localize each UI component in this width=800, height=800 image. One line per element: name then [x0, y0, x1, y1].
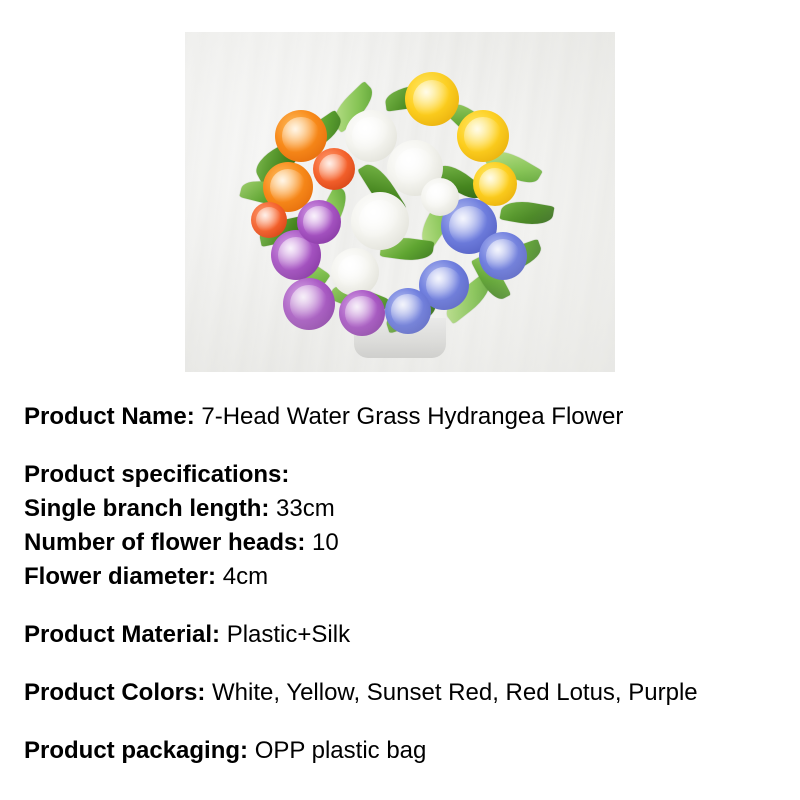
head-count-value: 10 — [312, 529, 339, 556]
detail-packaging — [24, 734, 784, 768]
product-details — [24, 400, 784, 768]
flower-diameter-value: 4cm — [222, 563, 269, 590]
detail-head-count — [24, 526, 784, 560]
material-value: Plastic+Silk — [226, 621, 351, 648]
colors-label: Product Colors: — [24, 679, 206, 706]
colors-value: White, Yellow, Sunset Red, Red Lotus, Purple — [212, 679, 698, 706]
detail-material — [24, 618, 784, 652]
packaging-label: Product packaging: — [24, 737, 249, 764]
specifications-heading: Product specifications: — [24, 461, 290, 488]
product-image — [185, 32, 615, 372]
detail-flower-diameter — [24, 560, 784, 594]
packaging-value: OPP plastic bag — [254, 737, 427, 764]
photo-vignette — [185, 32, 615, 372]
head-count-label: Number of flower heads: — [24, 529, 306, 556]
detail-colors — [24, 676, 784, 710]
material-label: Product Material: — [24, 621, 221, 648]
product-name-value: 7-Head Water Grass Hydrangea Flower — [201, 403, 624, 430]
branch-length-label: Single branch length: — [24, 495, 270, 522]
detail-branch-length — [24, 492, 784, 526]
branch-length-value: 33cm — [276, 495, 335, 522]
product-name-label: Product Name: — [24, 403, 195, 430]
flower-diameter-label: Flower diameter: — [24, 563, 217, 590]
detail-product-name — [24, 400, 784, 434]
